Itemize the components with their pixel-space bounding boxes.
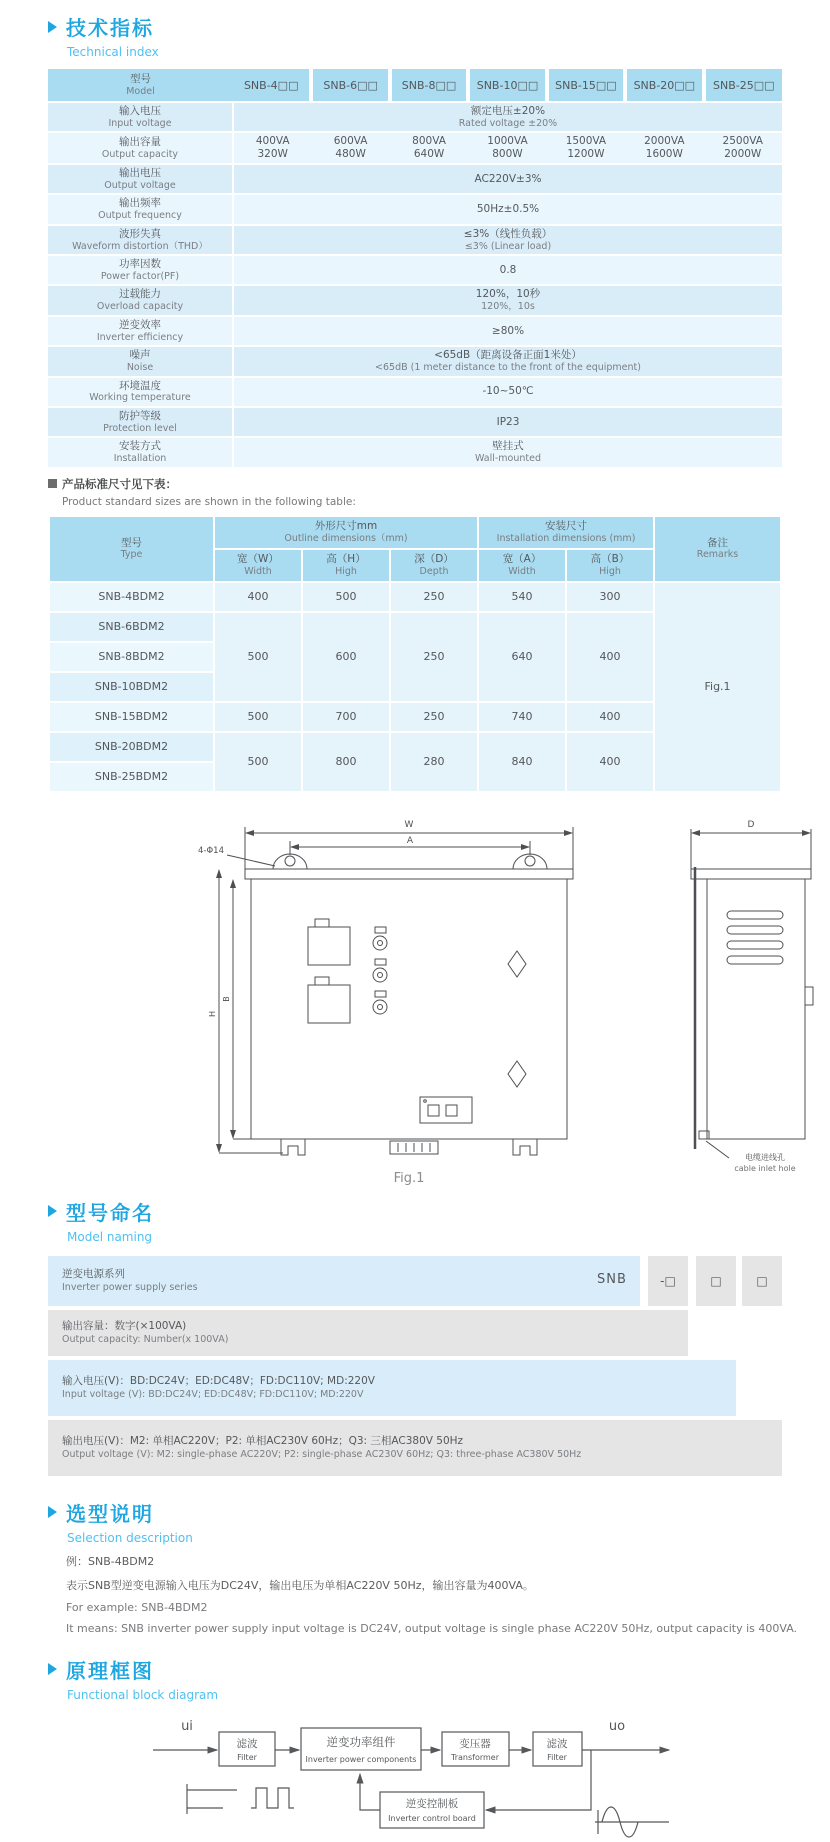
dim-model: SNB-6BDM2 [49, 612, 214, 642]
control-label-en: Inverter control board [388, 1813, 476, 1823]
spec-model-col: SNB-25□□ [704, 68, 782, 102]
spec-row-overload: 过载能力 Overload capacity 120%，10秒 120%，10s [48, 285, 782, 315]
spec-row-input-voltage: 输入电压 Input voltage 额定电压±20% Rated voltage ±20% [48, 102, 782, 132]
naming-row-input-voltage: 输入电压(V)：BD:DC24V；ED:DC48V；FD:DC110V; MD:220V Input voltage (V): BD:DC24V; ED:DC48V; FD:DC110V; MD:220V [48, 1360, 736, 1416]
dim-header-outline: 外形尺寸mm Outline dimensions（mm) [214, 516, 478, 549]
sizes-note-en: Product standard sizes are shown in the following table: [62, 495, 356, 508]
spec-model-col: SNB-10□□ [468, 68, 546, 102]
filter1-label-zh: 滤波 [236, 1737, 258, 1750]
sizes-note [48, 476, 830, 508]
spec-table [48, 67, 782, 467]
diagram-output-label: uo [608, 1718, 626, 1734]
dim-subheader-h: 高（H） High [302, 549, 390, 582]
spec-row-installation: 安装方式 Installation 壁挂式 Wall-mounted [48, 437, 782, 466]
spec-model-col: SNB-6□□ [311, 68, 389, 102]
cable-inlet-label-zh: 电缆进线孔 [745, 1152, 785, 1162]
filter2-label-zh: 滤波 [546, 1737, 568, 1750]
spec-model-col: SNB-20□□ [625, 68, 703, 102]
model-naming-table [48, 1256, 782, 1476]
sizes-note-zh: 产品标准尺寸见下表： [62, 476, 177, 491]
figure-1-drawing [115, 809, 830, 1191]
section-title-en: Technical index [67, 45, 159, 59]
dim-model: SNB-20BDM2 [49, 732, 214, 762]
cable-inlet-label-en: cable inlet hole [734, 1163, 796, 1173]
section-title-zh: 技术指标 [66, 16, 154, 40]
selection-desc-en: It means: SNB inverter power supply input voltage is DC24V, output voltage is single phase AC220V 50Hz, output capacity is 400VA. [66, 1621, 798, 1635]
dim-subheader-b: 高（B） High [566, 549, 654, 582]
dim-remarks-value: Fig.1 [654, 582, 781, 792]
filter2-label-en: Filter [547, 1752, 567, 1762]
transformer-label-zh: 变压器 [459, 1737, 491, 1750]
table-row: SNB-4BDM2 400 500 250 540 300 Fig.1 [49, 582, 781, 612]
section-naming: 型号命名 Model naming [48, 1197, 830, 1244]
dim-header-remarks: 备注 Remarks [654, 516, 781, 582]
naming-row-series: 逆变电源系列 Inverter power supply series [48, 1256, 640, 1306]
spec-model-col: SNB-8□□ [390, 68, 468, 102]
section-selection: 选型说明 Selection description [48, 1498, 830, 1545]
inverter-label-en: Inverter power components [305, 1754, 417, 1764]
inverter-label-zh: 逆变功率组件 [326, 1734, 396, 1749]
dim-label-w: W [404, 819, 414, 830]
table-row: SNB-6BDM2 500 600 250 640 400 [49, 612, 781, 642]
dim-subheader-d: 深（D） Depth [390, 549, 478, 582]
dim-label-h: H [208, 1010, 217, 1017]
spec-row-output-frequency: 输出频率 Output frequency 50Hz±0.5% [48, 194, 782, 224]
dim-model: SNB-4BDM2 [49, 582, 214, 612]
cabinet-drawing [115, 809, 815, 1187]
section-arrow-icon [48, 21, 57, 33]
dim-model: SNB-25BDM2 [49, 762, 214, 792]
spec-model-col: SNB-15□□ [547, 68, 625, 102]
section-arrow-icon [48, 1506, 57, 1518]
spec-row-efficiency: 逆变效率 Inverter efficiency ≥80% [48, 316, 782, 346]
spec-model-col: SNB-4□□ [233, 68, 311, 102]
model-code-segment-3: □ [742, 1256, 782, 1306]
dim-header-type: 型号 Type [49, 516, 214, 582]
dim-model: SNB-10BDM2 [49, 672, 214, 702]
spec-row-power-factor: 功率因数 Power factor(PF) 0.8 [48, 255, 782, 285]
naming-row-output-voltage: 输出电压(V)：M2: 单相AC220V；P2: 单相AC230V 60Hz；Q3: 三相AC380V 50Hz Output voltage (V): M2: single-phase AC220V; P2: single-phase AC230V 60Hz; Q3: three-phase AC380V 50Hz [48, 1420, 782, 1476]
dim-label-b: B [222, 995, 231, 1002]
section-arrow-icon [48, 1205, 57, 1217]
control-label-zh: 逆变控制板 [405, 1797, 459, 1810]
dim-model: SNB-8BDM2 [49, 642, 214, 672]
section-block-diagram: 原理框图 Functional block diagram [48, 1655, 830, 1702]
square-bullet-icon [48, 479, 57, 488]
model-code-prefix: SNB [597, 1271, 627, 1287]
transformer-label-en: Transformer [450, 1752, 500, 1762]
dim-model: SNB-15BDM2 [49, 702, 214, 732]
selection-example-en: For example: SNB-4BDM2 [66, 1600, 208, 1614]
dimension-table [48, 515, 782, 793]
model-code-segment-1: -□ [648, 1256, 688, 1306]
spec-row-output-capacity: 输出容量 Output capacity 400VA 320W 600VA 480W 800VA 640W 1000VA 800W 1500VA 1200W 2000VA 1600W 2500VA 2000W [48, 132, 782, 164]
naming-row-capacity: 输出容量：数字(×100VA) Output capacity: Number(x 100VA) [48, 1310, 688, 1356]
block-diagram [125, 1710, 830, 1842]
section-block-title: 原理框图 [48, 1655, 830, 1684]
section-selection-title: 选型说明 [48, 1498, 830, 1527]
spec-row-noise: 噪声 Noise <65dB（距离设备正面1米处） <65dB (1 meter distance to the front of the equipment) [48, 346, 782, 376]
holes-label: 4-Φ14 [198, 845, 224, 856]
spec-row-temperature: 环境温度 Working temperature -10~50℃ [48, 377, 782, 407]
figure-caption: Fig.1 [393, 1170, 425, 1186]
filter1-label-en: Filter [237, 1752, 257, 1762]
table-row: SNB-20BDM2 500 800 280 840 400 [49, 732, 781, 762]
dim-label-a: A [406, 835, 414, 846]
spec-row-output-voltage: 输出电压 Output voltage AC220V±3% [48, 164, 782, 194]
table-row: SNB-15BDM2 500 700 250 740 400 [49, 702, 781, 732]
model-code-segment-2: □ [696, 1256, 736, 1306]
spec-row-protection: 防护等级 Protection level IP23 [48, 407, 782, 437]
spec-header-model: 型号 Model [48, 68, 233, 102]
section-naming-title: 型号命名 [48, 1197, 830, 1226]
selection-example-zh: 例：SNB-4BDM2 [66, 1554, 155, 1568]
spec-row-waveform: 波形失真 Waveform distortion（THD） ≤3%（线性负载） ≤3% (Linear load) [48, 225, 782, 255]
section-technical-title [48, 12, 830, 41]
section-technical [48, 0, 830, 59]
section-arrow-icon [48, 1663, 57, 1675]
spec-header-row [48, 68, 782, 102]
dim-header-install: 安装尺寸 Installation dimensions (mm) [478, 516, 654, 549]
selection-desc-zh: 表示SNB型逆变电源输入电压为DC24V，输出电压为单相AC220V 50Hz，输出容量为400VA。 [66, 1578, 534, 1592]
dim-label-d: D [747, 819, 755, 830]
diagram-input-label: ui [181, 1718, 193, 1734]
dim-subheader-a: 宽（A） Width [478, 549, 566, 582]
dim-subheader-w: 宽（W） Width [214, 549, 302, 582]
block-diagram-svg [125, 1710, 745, 1838]
